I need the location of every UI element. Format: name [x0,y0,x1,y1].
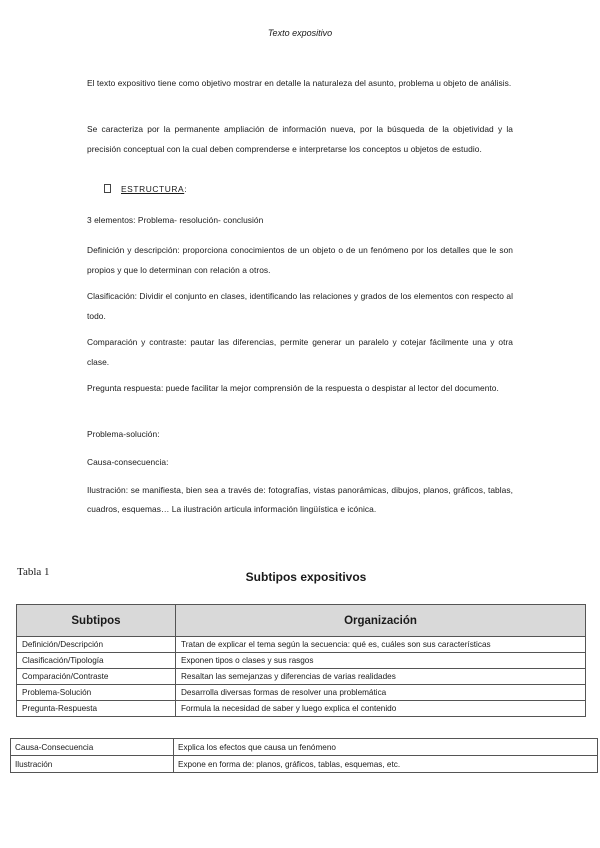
cell-subtype: Causa-Consecuencia [11,739,174,756]
table-label: Tabla 1 [17,566,50,578]
structure-label: ESTRUCTURA [121,184,185,194]
paragraph-definition: Definición y descripción: proporciona conocimientos de un objeto o de un fenómeno por los detalles que le son propios y que lo determinan con relación a otros. [87,245,513,275]
subtypes-table [16,604,586,717]
cell-subtype: Clasificación/Tipología [17,653,176,669]
page-header: Texto expositivo [267,28,333,38]
paragraph-classification: Clasificación: Dividir el conjunto en clases, identificando las relaciones y grados de los elementos con respecto al todo. [87,291,513,321]
table-header-row [17,605,586,637]
table-row [17,685,586,701]
cell-subtype: Problema-Solución [17,685,176,701]
cell-subtype: Comparación/Contraste [17,669,176,685]
paragraph-intro: El texto expositivo tiene como objetivo mostrar en detalle la naturaleza del asunto, problema u objeto de análisis. [87,78,512,88]
paragraph-illustration: Ilustración: se manifiesta, bien sea a través de: fotografías, vistas panorámicas, dibujos, planos, gráficos, tablas, cuadros, esquemas… La ilustración articula información lingüística e icónica. [87,485,513,514]
paragraph-comparison: Comparación y contraste: pautar las diferencias, permite generar un paralelo y cotejar fácilmente una y otra clase. [87,337,513,367]
table-row [17,701,586,717]
cell-subtype: Ilustración [11,756,174,773]
structure-colon: : [184,184,187,194]
table-row [17,653,586,669]
subtypes-table-continued [10,738,598,773]
paragraph-characteristics: Se caracteriza por la permanente ampliación de información nueva, por la búsqueda de la objetividad y la precisión conceptual con la cual deben comprenderse e interpretarse los conceptos u objetos de estudio. [87,124,513,154]
cell-organization: Explica los efectos que causa un fenómeno [174,739,598,756]
paragraph-problem-solution: Problema-solución: [87,429,160,439]
paragraph-cause-consequence: Causa-consecuencia: [87,457,169,467]
cell-organization: Tratan de explicar el tema según la secuencia: qué es, cuáles son sus características [176,637,586,653]
header-organization: Organización [176,605,586,637]
cell-subtype: Pregunta-Respuesta [17,701,176,717]
table-row [11,756,598,773]
header-subtypes: Subtipos [17,605,176,637]
paragraph-question: Pregunta respuesta: puede facilitar la mejor comprensión de la respuesta o despistar al lector del documento. [87,383,499,393]
table-row [17,637,586,653]
cell-organization: Desarrolla diversas formas de resolver una problemática [176,685,586,701]
cell-subtype: Definición/Descripción [17,637,176,653]
table-title: Subtipos expositivos [245,570,367,584]
cell-organization: Expone en forma de: planos, gráficos, tablas, esquemas, etc. [174,756,598,773]
table-row [11,739,598,756]
table-row [17,669,586,685]
paragraph-elements: 3 elementos: Problema- resolución- conclusión [87,215,264,225]
structure-bullet [104,184,187,194]
cell-organization: Formula la necesidad de saber y luego explica el contenido [176,701,586,717]
cell-organization: Resaltan las semejanzas y diferencias de varias realidades [176,669,586,685]
bullet-box-icon [104,184,111,193]
cell-organization: Exponen tipos o clases y sus rasgos [176,653,586,669]
